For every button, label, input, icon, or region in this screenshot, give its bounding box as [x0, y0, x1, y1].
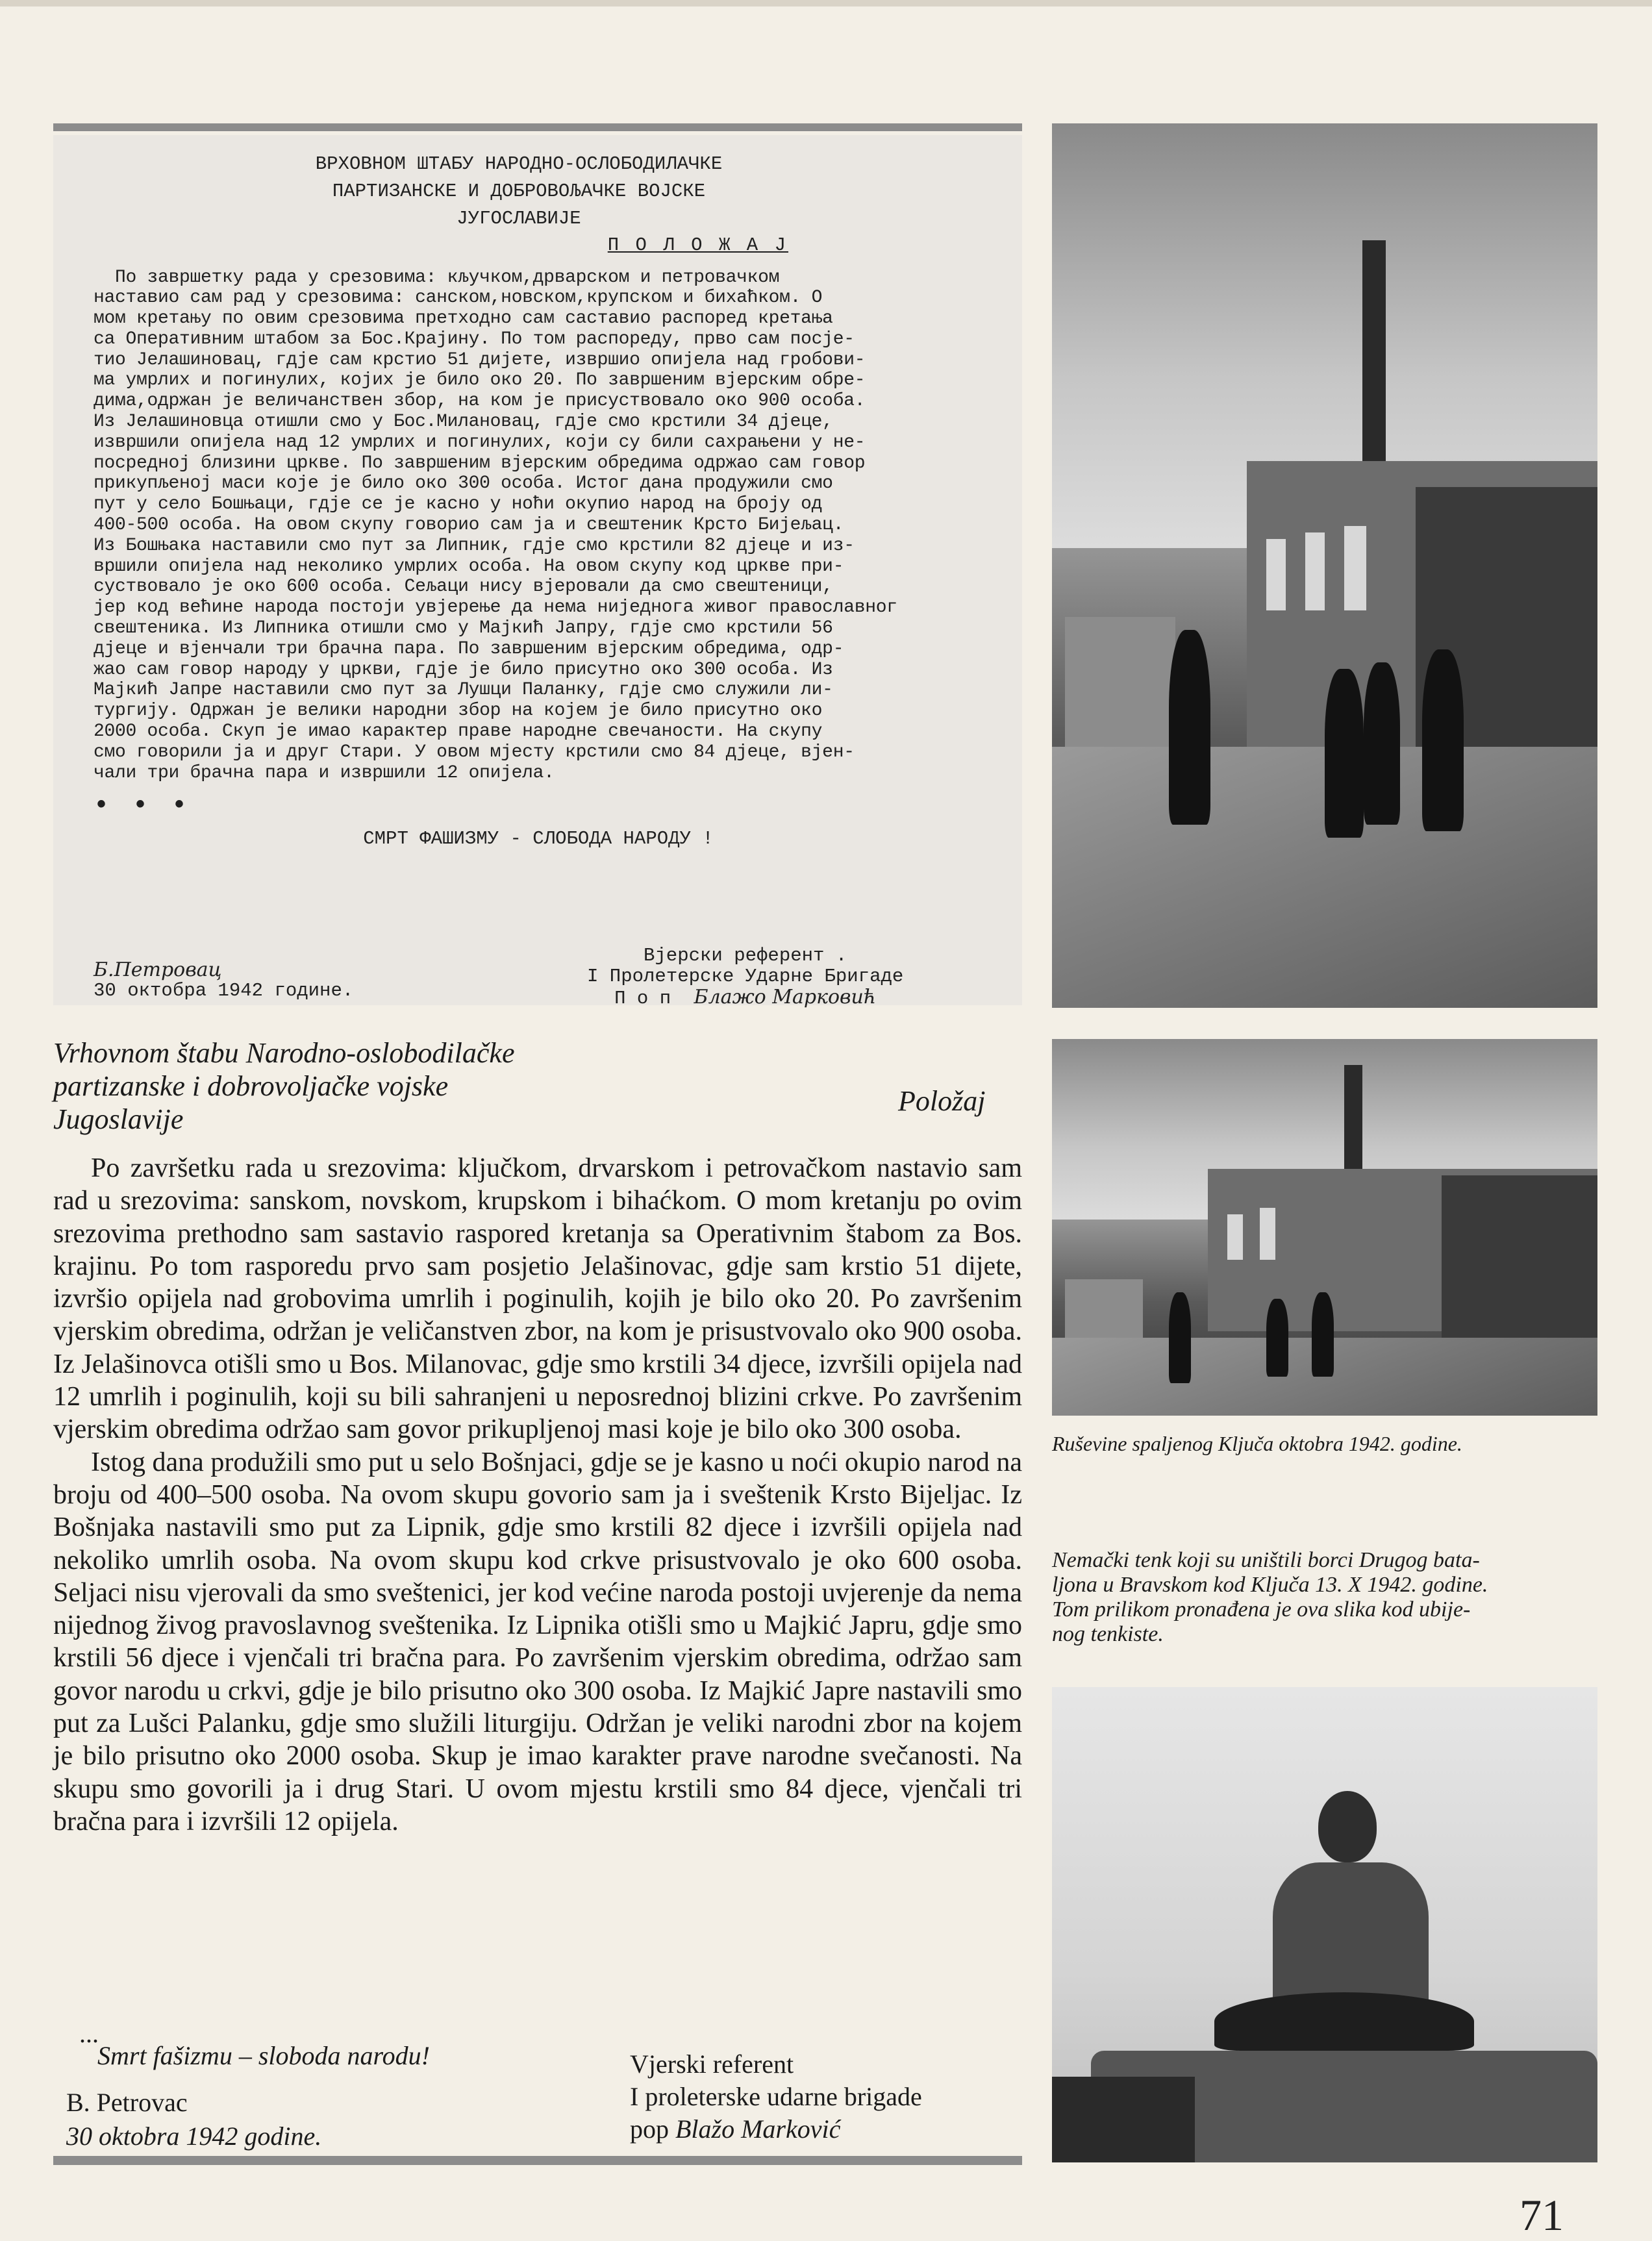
top-rule: [53, 123, 1022, 131]
signer-line: [630, 2113, 922, 2146]
page-edge: [0, 0, 1652, 6]
date: 30 oktobra 1942 godine.: [66, 2122, 322, 2151]
signer-prefix: pop: [630, 2114, 675, 2144]
typed-signer-line: [587, 987, 903, 1009]
typed-signer-line: I Пролетерске Ударне Бригаде: [587, 966, 904, 987]
document-heading: Položaj: [898, 1085, 986, 1117]
typed-signature-handwritten: Блажо Марковић: [694, 986, 877, 1008]
typed-heading: П О Л О Ж А Ј: [607, 234, 788, 256]
page-number: 71: [1520, 2190, 1564, 2240]
ruins-photo-large: [1052, 123, 1597, 1008]
tank-soldier-photo: [1052, 1687, 1597, 2162]
typewritten-document-image: [53, 135, 1022, 1009]
bottom-rule: [53, 2156, 1022, 2165]
typed-signer-line: Вјерски референт .: [644, 945, 847, 966]
ruins-photo-small: [1052, 1039, 1597, 1416]
soldier: [1318, 1791, 1377, 1862]
place-date-block: [66, 2086, 321, 2153]
document-title-line: partizanske i dobrovoljačke vojske: [53, 1070, 449, 1102]
closing-slogan: Smrt fašizmu – sloboda narodu!: [97, 2041, 430, 2070]
signer-line: Vjerski referent: [630, 2049, 794, 2079]
typed-header-line: ЈУГОСЛАВИЈЕ: [457, 208, 581, 229]
tank-caption-line: Nemački tenk koji su uništili borci Drugog bata-: [1052, 1548, 1480, 1572]
tank-photo-caption: [1052, 1548, 1571, 1647]
typed-place-handwritten: Б.Петровац: [94, 958, 222, 981]
document-title-line: Vrhovnom štabu Narodno-oslobodilačke: [53, 1037, 515, 1069]
typed-signer: [587, 945, 903, 1009]
typed-header-line: ПАРТИЗАНСКЕ И ДОБРОВОЉАЧКЕ ВОЈСКЕ: [332, 181, 706, 202]
figure: [1266, 1299, 1288, 1377]
figure: [1325, 669, 1364, 838]
typed-slogan: СМРТ ФАШИЗМУ - СЛОБОДА НАРОДУ !: [363, 827, 714, 849]
document-title-line: Jugoslavije: [53, 1103, 184, 1135]
signer-line: I proleterske udarne brigade: [630, 2082, 922, 2111]
figure: [1169, 1292, 1191, 1383]
transcription-body: [53, 1152, 1022, 1838]
figure: [1312, 1292, 1334, 1377]
tank-turret: [1214, 1992, 1474, 2051]
typed-signer-prefix: П о п: [614, 988, 671, 1009]
tank-caption-line: Tom prilikom pronađena je ova slika kod ubije-: [1052, 1597, 1471, 1621]
tank-caption-line: nog tenkiste.: [1052, 1622, 1164, 1646]
typed-ellipsis: • • •: [94, 792, 192, 821]
document-title: [53, 1036, 638, 1136]
signer-name: Blažo Marković: [675, 2114, 841, 2144]
typed-date: 30 октобра 1942 године.: [94, 979, 354, 1001]
typed-place-date: [94, 960, 353, 1001]
signer-block: [630, 2048, 922, 2146]
typed-body: По завршетку рада у срезовима: кључком,дрварском и петровачком наставио сам рад у срезовима: санском,новском,крупском и бихаћком. О мом кретању по овим срезовима претходно сам саставио распоред кретања са Оперативним штабом за Бос.Крајину. По том распореду, прво сам посје- тио Јелашиновац, гдје сам крстио 51 дијете, извршио опијела над гробови- ма умрлих и погинулих, којих је било око 20. По завршеним вјерским обре- дима,одржан је величанствен збор, на ком је присуствовало око 900 особа. Из Јелашиновца отишли смо у Бос.Милановац, гдје смо крстили 34 дјеце, извршили опијела над 12 умрлих и погинулих, који су били сахрањени у не- посредној близини цркве. По завршеним вјерским обредима одржао сам говор прикупљеној маси које је било око 300 особа. Истог дана продужили смо пут у село Бошњаци, гдје се је касно у ноћи окупио народ на броју од 400-500 особа. На овом скупу говорио сам ја и свештеник Крсто Бијељац. Из Бошњака наставили смо пут за Липник, гдје смо крстили 82 дјеце и из- вршили опијела над неколико умрлих особа. На овом скупу код цркве при- суствовало је око 600 особа. Сељаци нису вјеровали да смо свештеници, јер код већине народа постоји увјерење да нема ниједнога живог православног свештеника. Из Липника отишли смо у Мајкић Јапру, гдје смо крстили 56 дјеце и вјенчали три брачна пара. По завршеним вјерским обредима, одр- жао сам говор народу у цркви, гдје је било присутно око 300 особа. Из Мајкић Јапре наставили смо пут за Лушци Паланку, гдје смо служили ли- тургију. Одржан је велики народни збор на којем је било присутно око 2000 особа. Скуп је имао карактер праве народне свечаности. На скупу смо говорили ја и друг Стари. У овом мјесту крстили смо 84 дјеце, вјен- чали три брачна пара и извршили 12 опијела.: [94, 267, 897, 783]
typed-header: [94, 151, 1022, 232]
place: B. Petrovac: [66, 2088, 188, 2117]
ellipsis: ...: [79, 2019, 99, 2048]
figure: [1169, 630, 1210, 825]
typed-header-line: ВРХОВНОМ ШТАБУ НАРОДНО-ОСЛОБОДИЛАЧКЕ: [315, 153, 723, 175]
paragraph: Istog dana produžili smo put u selo Bošnjaci, gdje se je kasno u noći okupio narod na broju od 400–500 osoba. Na ovom skupu govorio sam ja i sveštenik Krsto Bijeljac. Iz Bošnjaka nastavili smo put za Lipnik, gdje smo krstili 82 djece i izvršili opijela nad nekoliko umrlih osoba. Na ovom skupu kod crkve prisustvovalo je oko 600 osoba. Seljaci nisu vjerovali da smo sveštenici, jer kod većine naroda postoji uvjerenje da nema nijednog živog pravoslavnog sveštenika. Iz Lipnika otišli smo u Majkić Japru, gdje smo krstili 56 djece i vjenčali tri bračna para. Po završenim vjerskim obredima, održao sam govor narodu u crkvi, gdje je bilo prisutno oko 300 osoba. Iz Majkić Japre nastavili smo put za Lušci Palanku, gdje smo služili liturgiju. Održan je veliki narodni zbor na kojem je bilo prisutno oko 2000 osoba. Skup je imao karakter prave narodne svečanosti. Na skupu smo govorili ja i drug Stari. U ovom mjestu krstili smo 84 djece, vjenčali tri bračna para i izvršili 12 opijela.: [53, 1447, 1022, 1836]
paragraph: Po završetku rada u srezovima: ključkom, drvarskom i petrovačkom nastavio sam rad u srezovima: sanskom, novskom, krupskom i bihaćkom. O mom kretanju po ovim srezovima prethodno sam sastavio raspored kretanja sa Operativnim štabom za Bos. krajinu. Po tom rasporedu prvo sam posjetio Jelašinovac, gdje sam krstio 51 dijete, izvršio opijela nad grobovima umrlih i poginulih, kojih je bilo oko 20. Po završenim vjerskim obredima, održan je veličanstven zbor, na kom je prisustvovalo oko 900 osoba. Iz Jelašinovca otišli smo u Bos. Milanovac, gdje smo krstili 34 djece, izvršili opijela nad 12 umrlih i poginulih, koji su bili sahranjeni u neposrednoj blizini crkve. Po završenim vjerskim obredima održao sam govor prikupljenoj masi koje je bilo oko 300 osoba.: [53, 1153, 1022, 1445]
tank-caption-line: ljona u Bravskom kod Ključa 13. X 1942. godine.: [1052, 1573, 1488, 1597]
figure: [1422, 649, 1464, 831]
photo-caption: Ruševine spaljenog Ključa oktobra 1942. godine.: [1052, 1432, 1462, 1455]
figure: [1364, 662, 1400, 825]
